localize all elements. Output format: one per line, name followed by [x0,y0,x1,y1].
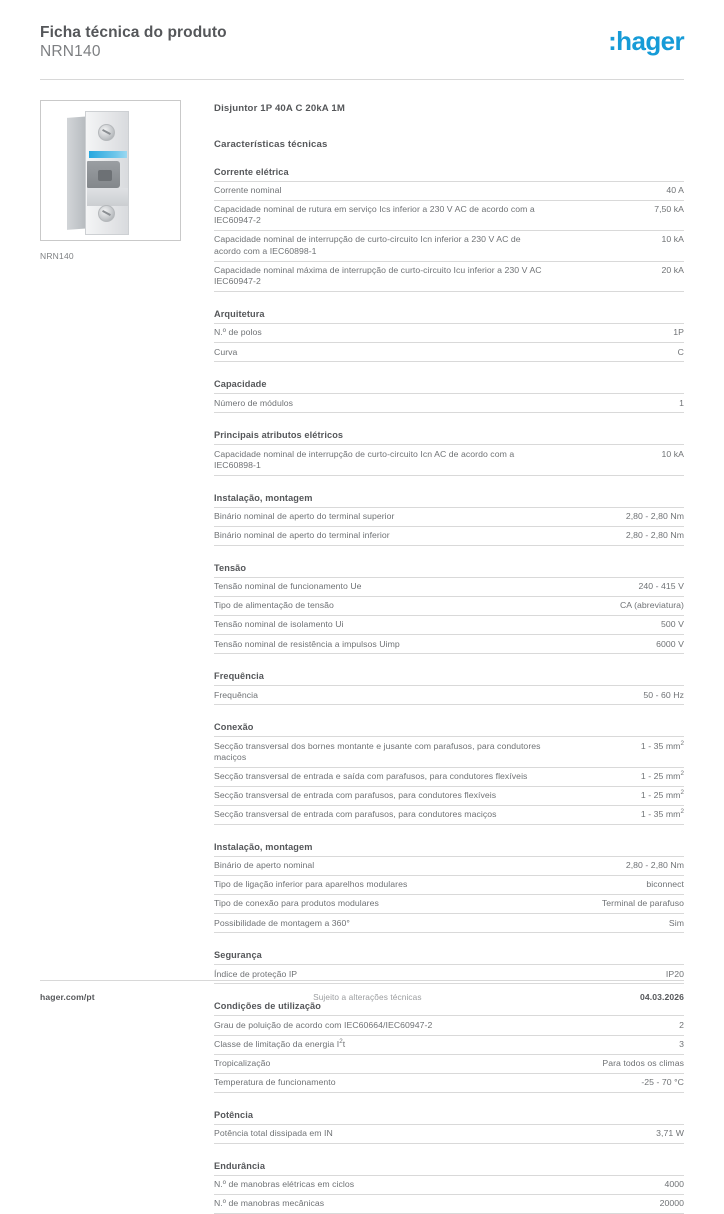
spec-value: 10 kA [661,234,684,245]
spec-group [214,167,684,293]
spec-group-title: Condições de utilização [214,1001,321,1012]
spec-value: 10 kA [661,448,684,459]
spec-label: Capacidade nominal máxima de interrupção de curto-circuito Icu inferior a 230 V AC IEC60947-2 [214,264,542,287]
table-row [214,527,684,546]
table-row [214,1194,684,1213]
spec-label: Potência total dissipada em IN [214,1127,333,1138]
spec-value: 1 - 35 $mm^2$ [640,808,684,820]
spec-value: 6000 V [656,638,684,649]
footer-website-link[interactable]: hager.com/pt [40,992,95,1002]
spec-group [214,493,684,546]
table-row [214,1054,684,1073]
table-row [214,1175,684,1194]
spec-table [214,507,684,546]
hager-logo: :hager [608,26,684,56]
spec-label: Possibilidade de montagem a 360° [214,917,350,928]
table-row [214,200,684,231]
spec-value: 3 [679,1038,684,1049]
spec-value: Para todos os climas [602,1057,684,1068]
spec-label: Secção transversal de entrada e saída com parafusos, para condutores flexíveis [214,771,528,782]
table-row [214,806,684,825]
spec-label: N.º de polos [214,327,262,338]
spec-value: 3,71 W [656,1127,684,1138]
spec-value: 2,80 - 2,80 Nm [625,860,684,871]
spec-value: 4000 [664,1178,684,1189]
spec-table [214,444,684,476]
spec-group [214,1161,684,1214]
spec-value: 7,50 kA [654,203,684,214]
spec-label: Tipo de ligação inferior para aparelhos modulares [214,879,408,890]
spec-group [214,309,684,362]
spec-value: CA (abreviatura) [619,600,684,611]
spec-group-title: Capacidade [214,379,267,390]
table-row [214,616,684,635]
spec-value: Sim [668,917,684,928]
spec-label: Secção transversal de entrada com parafusos, para condutores flexíveis [214,790,497,801]
spec-value: 2,80 - 2,80 Nm [625,511,684,522]
table-row [214,876,684,895]
table-row [214,1035,684,1054]
header-divider [40,79,684,80]
spec-group-title: Arquitetura [214,309,265,320]
table-row [214,914,684,933]
table-row [214,895,684,914]
table-row [214,261,684,292]
table-row [214,508,684,527]
spec-group-title: Corrente elétrica [214,166,289,177]
spec-label: Número de módulos [214,397,294,408]
spec-label: Grau de poluição de acordo com IEC60664/IEC60947-2 [214,1019,433,1030]
spec-label: Secção transversal dos bornes montante e jusante com parafusos, para condutores maciços [214,740,541,763]
spec-group-title: Instalação, montagem [214,493,313,503]
table-row [214,1016,684,1035]
table-row [214,767,684,786]
specification-groups [214,167,684,1214]
footer-divider [40,980,684,981]
spec-group-title: Frequência [214,671,265,682]
product-image-caption: NRN140 [40,250,74,261]
spec-table [214,1175,684,1214]
table-row [214,857,684,876]
spec-value: 1 - 35 $mm^2$ [640,739,684,751]
spec-table [214,577,684,654]
spec-group-title: Endurância [214,1160,266,1171]
spec-value: C [677,346,684,357]
spec-label: Curva [214,346,238,357]
page-title: Ficha técnica do produto [40,24,227,41]
footer-disclaimer: Sujeito a alterações técnicas [313,992,422,1002]
spec-value: IP20 [665,968,684,979]
spec-label: Classe de limitação da energia $I^2t$ [214,1037,346,1049]
spec-group-title: Principais atributos elétricos [214,430,344,441]
table-row [214,394,684,413]
specifications-heading: Características técnicas [214,138,328,150]
spec-label: Frequência [214,689,258,700]
spec-table [214,181,684,293]
table-row [214,635,684,654]
table-row [214,181,684,200]
spec-group [214,671,684,705]
spec-label: Secção transversal de entrada com parafusos, para condutores maciços [214,809,497,820]
page-subtitle-product-ref: NRN140 [40,43,101,61]
spec-label: Tensão nominal de isolamento Ui [214,619,344,630]
spec-value: 1 - 25 $mm^2$ [640,789,684,801]
table-row [214,686,684,705]
spec-value: 1 - 25 $mm^2$ [640,770,684,782]
product-image-column [40,100,183,261]
table-row [214,231,684,262]
spec-value: 2 [679,1019,684,1030]
table-row [214,324,684,343]
spec-group [214,1110,684,1144]
table-row [214,1073,684,1092]
spec-table [214,1124,684,1144]
product-name: Disjuntor 1P 40A C 20kA 1M [214,102,345,114]
spec-label: Temperatura de funcionamento [214,1076,336,1087]
spec-label: Binário nominal de aperto do terminal superior [214,511,395,522]
spec-label: Binário de aperto nominal [214,860,315,871]
table-row [214,597,684,616]
footer-row [40,992,684,1002]
spec-label: Tipo de alimentação de tensão [214,600,334,611]
spec-value: 1 [679,397,684,408]
product-image-frame [40,100,181,241]
table-row [214,1124,684,1143]
spec-group [214,842,684,933]
spec-value: biconnect [646,879,684,890]
spec-group-title: Tensão [214,563,247,574]
table-row [214,445,684,476]
spec-label: Tensão nominal de funcionamento Ue [214,581,362,592]
spec-group [214,1001,684,1092]
table-row [214,343,684,362]
spec-value: 500 V [661,619,684,630]
spec-value: 240 - 415 V [638,581,684,592]
spec-group-title: Conexão [214,722,254,733]
spec-label: Binário nominal de aperto do terminal inferior [214,530,390,541]
spec-table [214,736,684,825]
spec-value: 2,80 - 2,80 Nm [625,530,684,541]
spec-value: Terminal de parafuso [601,898,684,909]
spec-label: N.º de manobras mecânicas [214,1198,325,1209]
spec-table [214,1015,684,1092]
header-titles [40,24,227,62]
spec-table [214,323,684,362]
page-footer [40,980,684,1002]
page-content [40,100,684,1214]
spec-value: 40 A [666,184,684,195]
spec-label: Capacidade nominal de interrupção de curto-circuito Icn inferior a 230 V AC de acordo com a IEC60898-1 [214,234,521,256]
spec-group-title: Potência [214,1109,254,1120]
spec-value: 20000 [659,1198,684,1209]
spec-table [214,393,684,413]
circuit-breaker-icon [67,111,129,235]
spec-label: Capacidade nominal de rutura em serviço Ics inferior a 230 V AC de acordo com a IEC60947-2 [214,203,535,226]
spec-table [214,685,684,705]
spec-label: Tensão nominal de resistência a impulsos Uimp [214,638,400,649]
spec-value: 20 kA [661,264,684,275]
spec-label: Tipo de conexão para produtos modulares [214,898,379,909]
spec-label: Capacidade nominal de interrupção de curto-circuito Icn AC de acordo com a IEC60898-1 [214,448,515,471]
table-row [214,737,684,768]
spec-value: -25 - 70 °C [641,1076,684,1087]
page-header [40,0,684,62]
spec-label: N.º de manobras elétricas em ciclos [214,1178,355,1189]
specifications-column [183,100,684,1214]
spec-group [214,379,684,413]
table-row [214,578,684,597]
spec-value: 1P [673,327,684,338]
spec-group [214,563,684,654]
spec-group-title: Segurança [214,950,262,961]
spec-label: Tropicalização [214,1057,271,1068]
spec-group [214,722,684,825]
footer-date: 04.03.2026 [639,992,684,1002]
spec-label: Corrente nominal [214,184,282,195]
spec-label: Índice de proteção IP [214,968,298,979]
spec-group [214,430,684,476]
spec-group-title: Instalação, montagem [214,842,313,853]
table-row [214,787,684,806]
spec-table [214,856,684,933]
spec-value: 50 - 60 Hz [643,689,684,700]
